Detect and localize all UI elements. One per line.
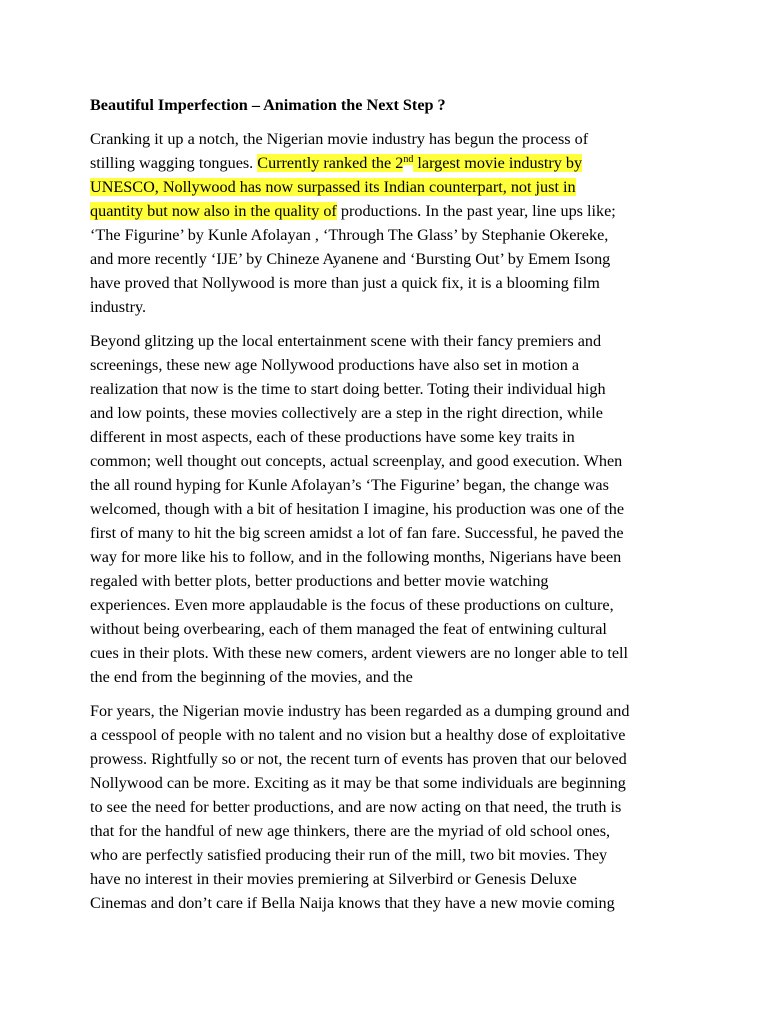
text-line: [90, 521, 708, 545]
document-body: [90, 127, 708, 915]
text-line: [90, 593, 708, 617]
text-line: [90, 127, 708, 151]
text-run: Nollywood can be more. Exciting as it may be that some individuals are beginning: [90, 774, 626, 792]
text-line: [90, 449, 708, 473]
text-run: industry.: [90, 298, 147, 316]
text-line: [90, 795, 708, 819]
text-run: the all round hyping for Kunle Afolayan’s ‘The Figurine’ began, the change was: [90, 476, 609, 494]
paragraph: [90, 127, 708, 319]
text-run: have no interest in their movies premiering at Silverbird or Genesis Deluxe: [90, 870, 577, 888]
text-line: [90, 199, 708, 223]
text-line: [90, 723, 708, 747]
text-line: [90, 151, 708, 175]
text-line: [90, 641, 708, 665]
text-line: [90, 425, 708, 449]
highlighted-text: nd: [403, 154, 414, 165]
text-run: stilling wagging tongues.: [90, 154, 258, 172]
text-run: and low points, these movies collectively are a step in the right direction, while: [90, 404, 603, 422]
text-line: [90, 329, 708, 353]
highlighted-text: quantity but now also in the quality of: [90, 202, 337, 220]
text-line: [90, 271, 708, 295]
text-run: experiences. Even more applaudable is the focus of these productions on culture,: [90, 596, 614, 614]
text-line: [90, 175, 708, 199]
text-run: screenings, these new age Nollywood productions have also set in motion a: [90, 356, 580, 374]
text-run: productions. In the past year, line ups like;: [336, 202, 616, 220]
document-title: Beautiful Imperfection – Animation the Next Step ?: [90, 96, 446, 114]
text-line: [90, 665, 708, 689]
text-run: Cranking it up a notch, the Nigerian movie industry has begun the process of: [90, 130, 589, 148]
text-run: common; well thought out concepts, actual screenplay, and good execution. When: [90, 452, 623, 470]
text-line: [90, 771, 708, 795]
text-line: [90, 617, 708, 641]
text-line: [90, 247, 708, 271]
paragraph: [90, 699, 708, 915]
text-line: [90, 867, 708, 891]
text-line: [90, 401, 708, 425]
text-line: [90, 223, 708, 247]
text-line: [90, 295, 708, 319]
text-run: that for the handful of new age thinkers, there are the myriad of old school ones,: [90, 822, 611, 840]
text-run: have proved that Nollywood is more than just a quick fix, it is a blooming film: [90, 274, 600, 292]
highlighted-text: Currently ranked the 2: [257, 154, 404, 172]
paragraph: [90, 329, 708, 689]
text-line: [90, 497, 708, 521]
text-run: first of many to hit the big screen amidst a lot of fan fare. Successful, he paved the: [90, 524, 624, 542]
text-line: [90, 545, 708, 569]
text-run: Beyond glitzing up the local entertainment scene with their fancy premiers and: [90, 332, 602, 350]
text-run: ‘The Figurine’ by Kunle Afolayan , ‘Through The Glass’ by Stephanie Okereke,: [90, 226, 609, 244]
text-run: and more recently ‘IJE’ by Chineze Ayanene and ‘Bursting Out’ by Emem Isong: [90, 250, 611, 268]
text-run: realization that now is the time to start doing better. Toting their individual high: [90, 380, 606, 398]
text-run: different in most aspects, each of these productions have some key traits in: [90, 428, 575, 446]
text-line: [90, 699, 708, 723]
text-run: Cinemas and don’t care if Bella Naija knows that they have a new movie coming: [90, 894, 615, 912]
text-line: [90, 747, 708, 771]
text-run: the end from the beginning of the movies, and the: [90, 668, 413, 686]
text-line: [90, 353, 708, 377]
text-line: [90, 819, 708, 843]
text-run: to see the need for better productions, and are now acting on that need, the truth is: [90, 798, 622, 816]
text-line: [90, 891, 708, 915]
highlighted-text: largest movie industry by: [413, 154, 583, 172]
text-run: a cesspool of people with no talent and no vision but a healthy dose of exploitative: [90, 726, 626, 744]
text-line: [90, 569, 708, 593]
text-run: prowess. Rightfully so or not, the recent turn of events has proven that our beloved: [90, 750, 627, 768]
text-run: way for more like his to follow, and in the following months, Nigerians have been: [90, 548, 622, 566]
text-run: welcomed, though with a bit of hesitation I imagine, his production was one of the: [90, 500, 625, 518]
text-run: who are perfectly satisfied producing their run of the mill, two bit movies. They: [90, 846, 608, 864]
text-line: [90, 473, 708, 497]
text-run: regaled with better plots, better productions and better movie watching: [90, 572, 549, 590]
text-run: without being overbearing, each of them managed the feat of entwining cultural: [90, 620, 607, 638]
text-line: [90, 377, 708, 401]
text-run: cues in their plots. With these new comers, ardent viewers are no longer able to tell: [90, 644, 629, 662]
text-line: [90, 843, 708, 867]
text-run: For years, the Nigerian movie industry has been regarded as a dumping ground and: [90, 702, 630, 720]
highlighted-text: UNESCO, Nollywood has now surpassed its Indian counterpart, not just in: [90, 178, 576, 196]
